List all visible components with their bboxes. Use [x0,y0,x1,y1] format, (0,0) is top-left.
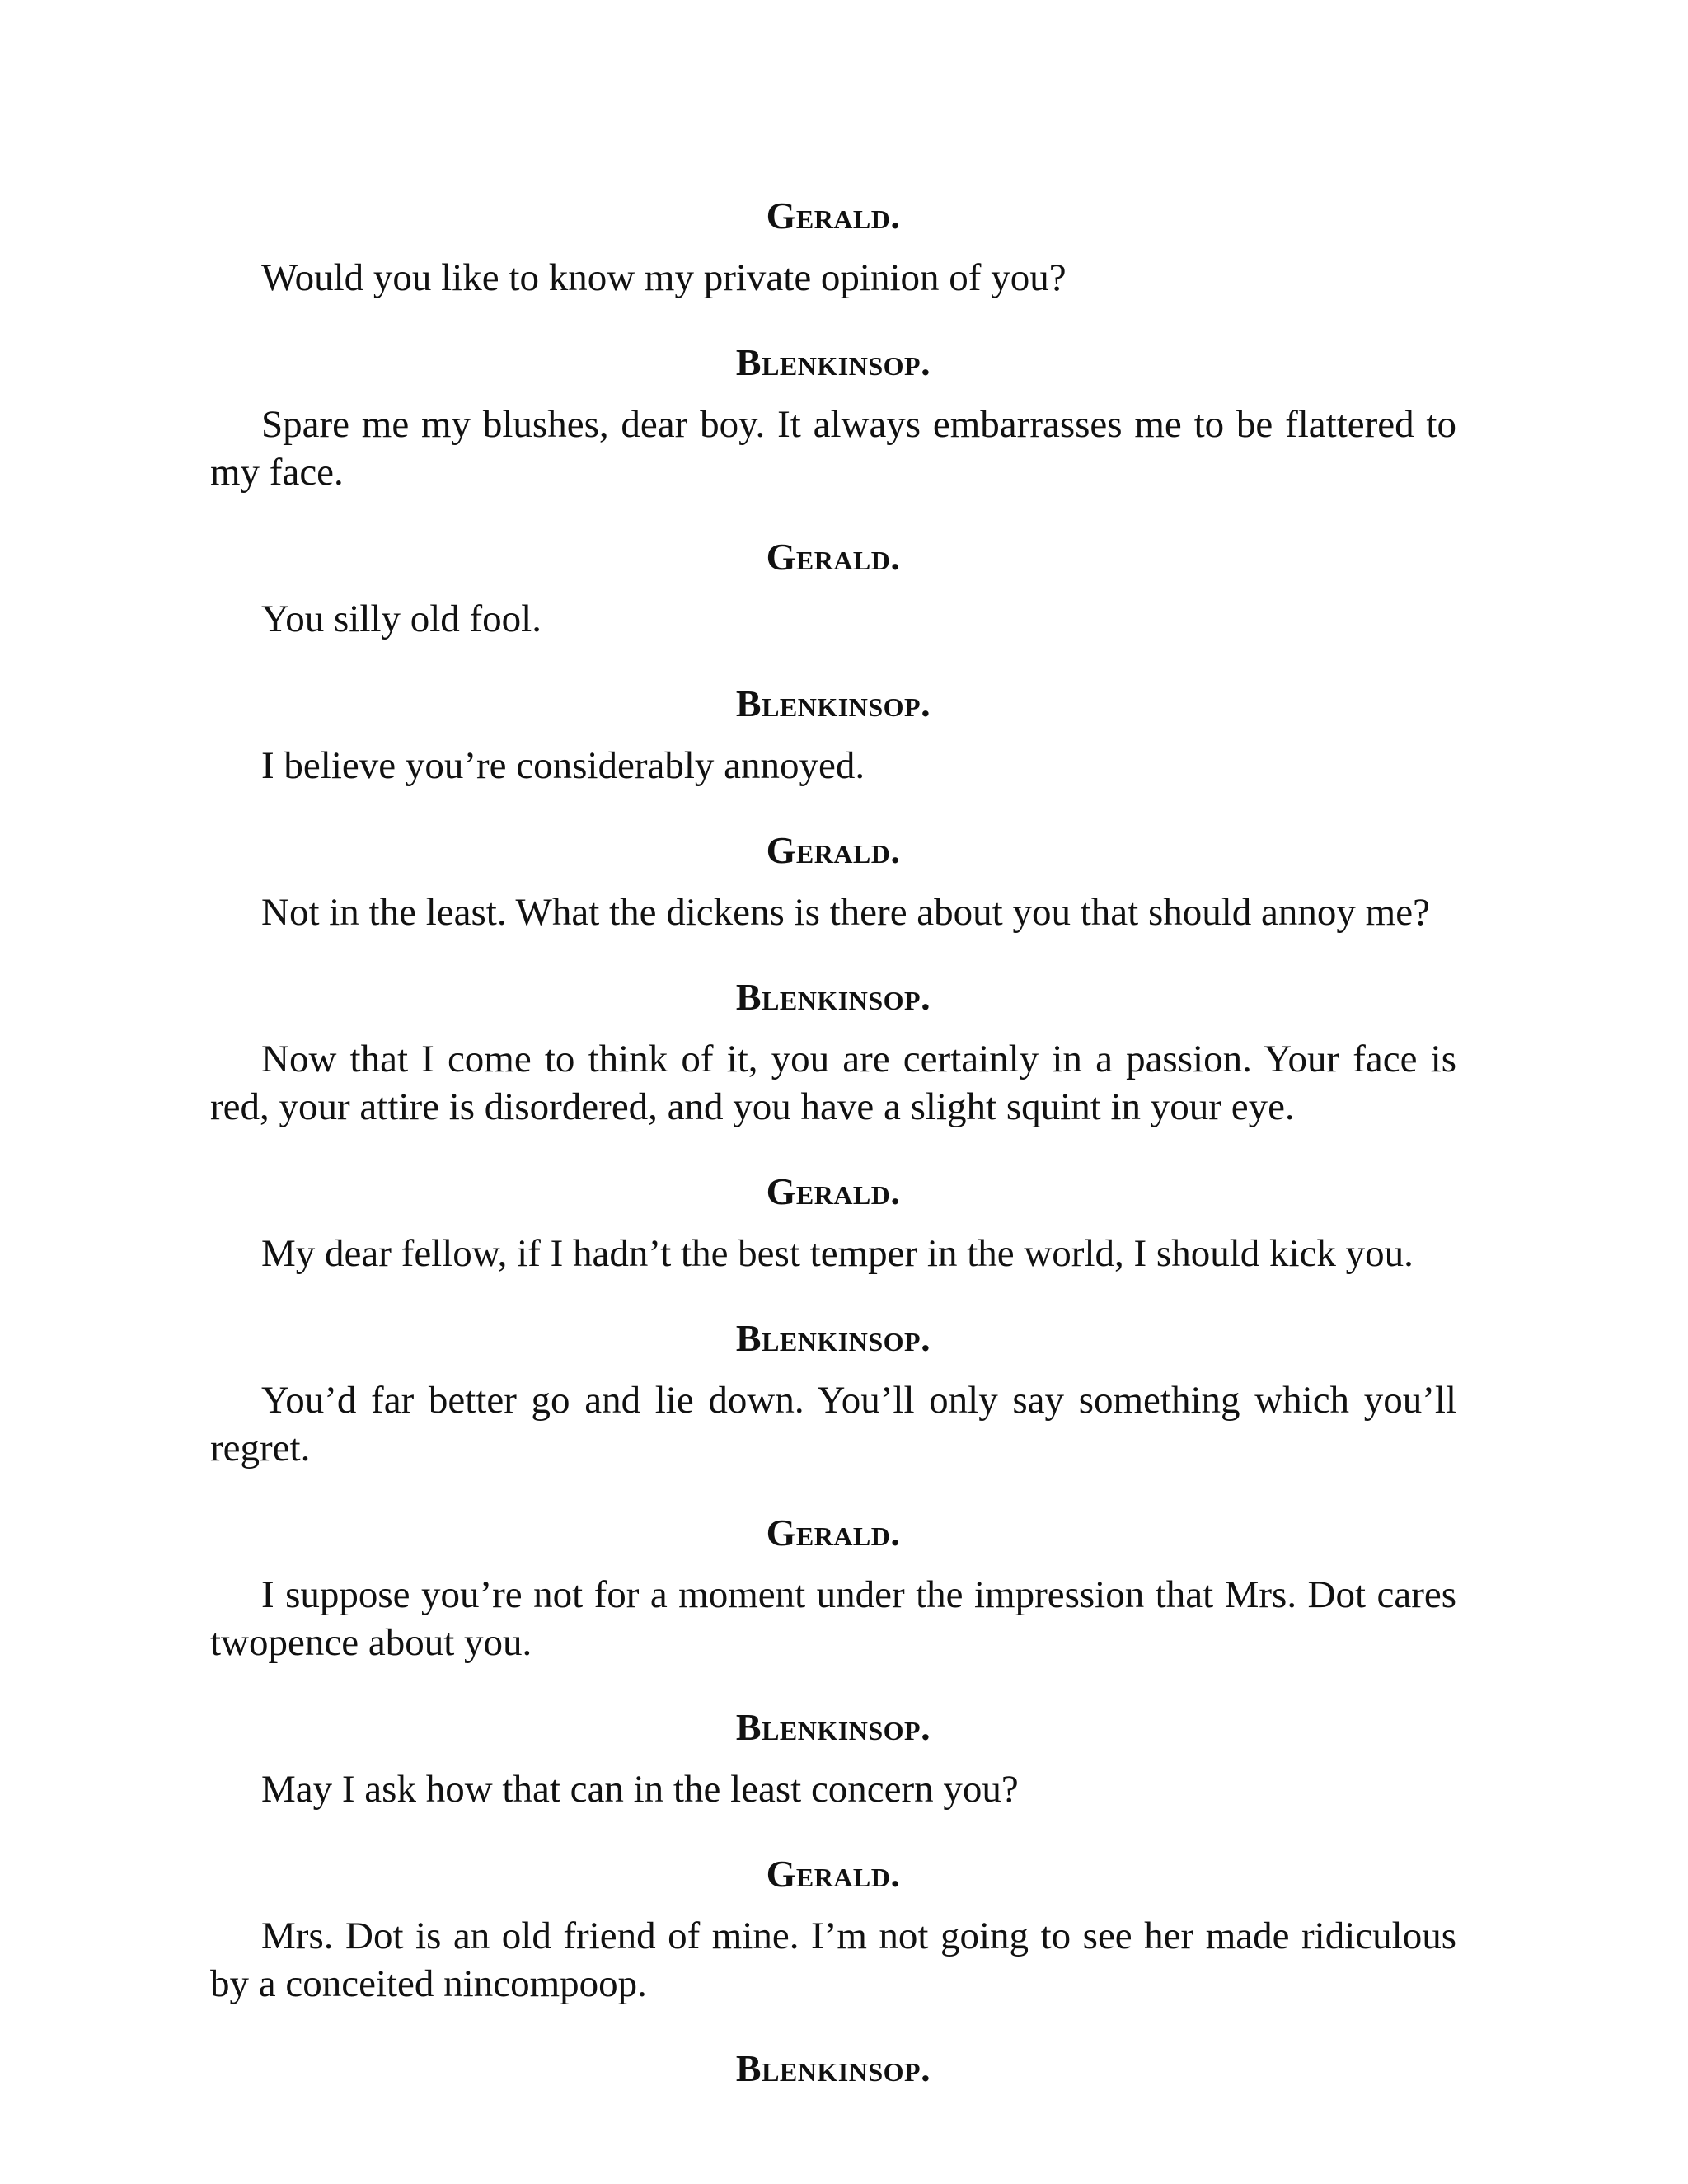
speaker-name: Blenkinsop. [735,1706,931,1748]
dialogue-line: Mrs. Dot is an old friend of mine. I’m not going to see her made ridiculous by a conceited nincompoop. [210,1915,1456,2005]
dialogue-line: Not in the least. What the dickens is there about you that should annoy me? [261,891,1430,934]
dialogue-line: Spare me my blushes, dear boy. It always embarrasses me to be flattered to my face. [210,403,1456,494]
dialogue-line: May I ask how that can in the least concern you? [261,1768,1019,1811]
speaker-name: Blenkinsop. [735,1317,931,1359]
dialogue-line: Now that I come to think of it, you are certainly in a passion. Your face is red, your attire is disordered, and you have a slight squint in your eye. [210,1038,1456,1128]
speaker-name: Blenkinsop. [735,341,931,383]
speaker-name: Gerald. [766,1511,901,1554]
dialogue-line: I suppose you’re not for a moment under the impression that Mrs. Dot cares twopence about you. [210,1573,1456,1664]
dialogue-line: Would you like to know my private opinion of you? [261,256,1067,299]
speaker-name: Gerald. [766,194,901,237]
play-page [210,165,1456,2093]
dialogue-line: You’d far better go and lie down. You’ll only say something which you’ll regret. [210,1379,1456,1469]
speaker-name: Blenkinsop. [735,976,931,1018]
dialogue-line: I believe you’re considerably annoyed. [261,744,865,787]
dialogue-line: You silly old fool. [261,598,542,640]
speaker-name: Gerald. [766,536,901,578]
speaker-name: Gerald. [766,1170,901,1212]
speaker-name: Gerald. [766,1853,901,1895]
speaker-name: Gerald. [766,829,901,871]
dialogue-line: My dear fellow, if I hadn’t the best temper in the world, I should kick you. [261,1232,1414,1275]
speaker-name: Blenkinsop. [735,2047,931,2089]
speaker-name: Blenkinsop. [735,682,931,724]
